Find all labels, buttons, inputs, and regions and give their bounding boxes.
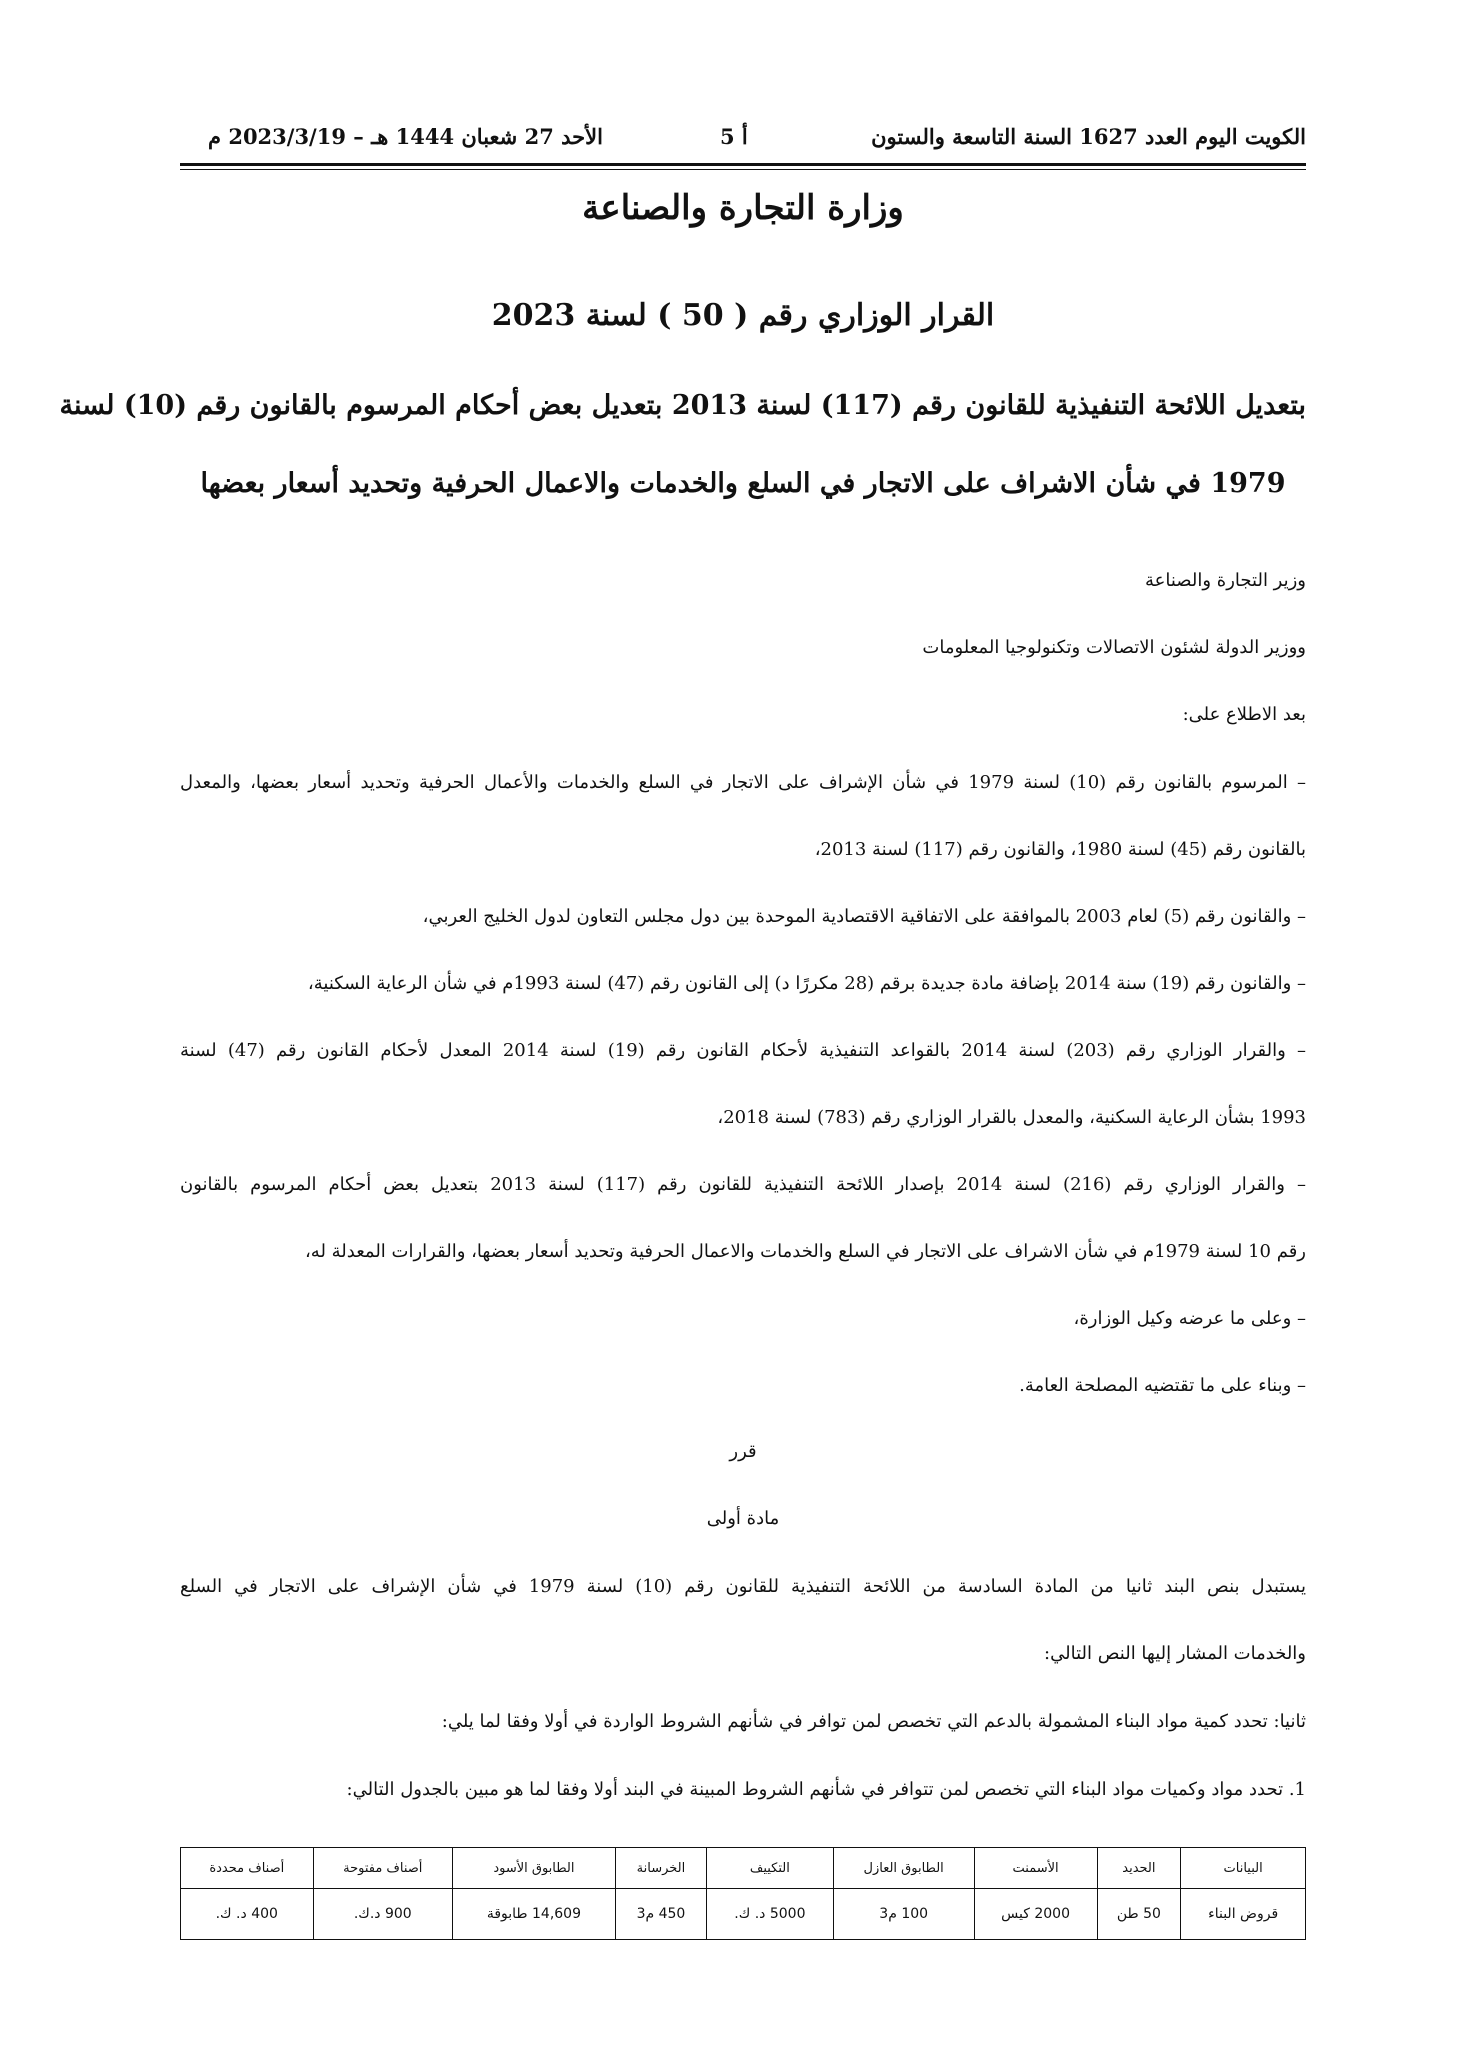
issue-date: الأحد 27 شعبان 1444 هـ – 2023/3/19 م [208,124,603,149]
issue-info: الكويت اليوم العدد 1627 السنة التاسعة والستون [871,124,1306,149]
table-header-cell: البيانات [1181,1848,1306,1889]
table-header-cell: التكييف [707,1848,834,1889]
preamble-item-1a: – المرسوم بالقانون رقم (10) لسنة 1979 في شأن الإشراف على الاتجار في السلع والخدمات والأعمال الحرفية وتحديد أسعار بعضها، والمعدل [180,772,1307,793]
clause-second: ثانيا: تحدد كمية مواد البناء المشمولة بالدعم التي تخصص لمن توافر في شأنهم الشروط الواردة في أولا وفقا لما يلي: [441,1711,1306,1732]
table-cell: 900 د.ك. [313,1889,452,1940]
table-row [181,1889,1306,1940]
header-rule-thick [180,163,1306,166]
table-cell: 450 م3 [615,1889,706,1940]
table-header-cell: الطابوق الأسود [452,1848,615,1889]
decided-heading: قرر [729,1441,757,1462]
preamble-item-4a: – والقرار الوزاري رقم (203) لسنة 2014 بالقواعد التنفيذية لأحكام القانون رقم (19) لسنة 2014 المعدل لأحكام القانون رقم (47) لسنة [180,1040,1307,1061]
table-cell: قروض البناء [1181,1889,1306,1940]
table-header-cell: الحديد [1097,1848,1181,1889]
decree-title: القرار الوزاري رقم ( 50 ) لسنة 2023 [491,298,995,333]
table-cell: 2000 كيس [974,1889,1097,1940]
table-cell: 100 م3 [833,1889,974,1940]
article-one-text-b: والخدمات المشار إليها النص التالي: [1044,1643,1306,1664]
table-header-cell: أصناف محددة [181,1848,314,1889]
table-header-cell: الطابوق العازل [833,1848,974,1889]
preamble-item-5b: رقم 10 لسنة 1979م في شأن الاشراف على الاتجار في السلع والخدمات والاعمال الحرفية وتحديد أسعار بعضها، والقرارات المعدلة له، [304,1241,1306,1262]
table-cell: 5000 د. ك. [707,1889,834,1940]
page-number: أ 5 [720,124,748,149]
minister-communications: ووزير الدولة لشئون الاتصالات وتكنولوجيا المعلومات [922,637,1306,658]
preamble-item-1b: بالقانون رقم (45) لسنة 1980، والقانون رقم (117) لسنة 2013، [814,839,1306,860]
header-rule-thin [180,169,1306,170]
article-one-heading: مادة أولى [706,1508,780,1529]
table-header-cell: الخرسانة [615,1848,706,1889]
table-header-cell: أصناف مفتوحة [313,1848,452,1889]
decree-subject-line-2: 1979 في شأن الاشراف على الاتجار في السلع والخدمات والاعمال الحرفية وتحديد أسعار بعضها [200,468,1286,499]
table-cell: 14,609 طابوقة [452,1889,615,1940]
table-header-row [181,1848,1306,1889]
table-cell: 400 د. ك. [181,1889,314,1940]
minister-commerce: وزير التجارة والصناعة [1144,570,1306,591]
after-review: بعد الاطلاع على: [1182,704,1306,725]
clause-point-1: 1. تحدد مواد وكميات مواد البناء التي تخصص لمن تتوافر في شأنهم الشروط المبينة في البند أولا وفقا لما هو مبين بالجدول التالي: [346,1779,1306,1800]
materials-table [180,1847,1306,1940]
page-header [180,118,1306,164]
table-header-cell: الأسمنت [974,1848,1097,1889]
decree-subject-line-1: بتعديل اللائحة التنفيذية للقانون رقم (117) لسنة 2013 بتعديل بعض أحكام المرسوم بالقانون رقم (10) لسنة [59,390,1306,421]
article-one-text-a: يستبدل بنص البند ثانيا من المادة السادسة من اللائحة التنفيذية للقانون رقم (10) لسنة 1979 في شأن الإشراف على الاتجار في السلع [180,1576,1306,1597]
preamble-item-5a: – والقرار الوزاري رقم (216) لسنة 2014 بإصدار اللائحة التنفيذية للقانون رقم (117) لسنة 2013 بتعديل بعض أحكام المرسوم بالقانون [180,1174,1306,1195]
preamble-item-6: – وعلى ما عرضه وكيل الوزارة، [1073,1308,1306,1329]
preamble-item-7: – وبناء على ما تقتضيه المصلحة العامة. [1019,1375,1306,1396]
preamble-item-2: – والقانون رقم (5) لعام 2003 بالموافقة على الاتفاقية الاقتصادية الموحدة بين دول مجلس التعاون لدول الخليج العربي، [422,906,1306,927]
preamble-item-4b: 1993 بشأن الرعاية السكنية، والمعدل بالقرار الوزاري رقم (783) لسنة 2018، [717,1107,1306,1128]
table-cell: 50 طن [1097,1889,1181,1940]
preamble-item-3: – والقانون رقم (19) سنة 2014 بإضافة مادة جديدة برقم (28 مكررًا د) إلى القانون رقم (47) لسنة 1993م في شأن الرعاية السكنية، [307,973,1306,994]
ministry-title: وزارة التجارة والصناعة [582,188,904,228]
